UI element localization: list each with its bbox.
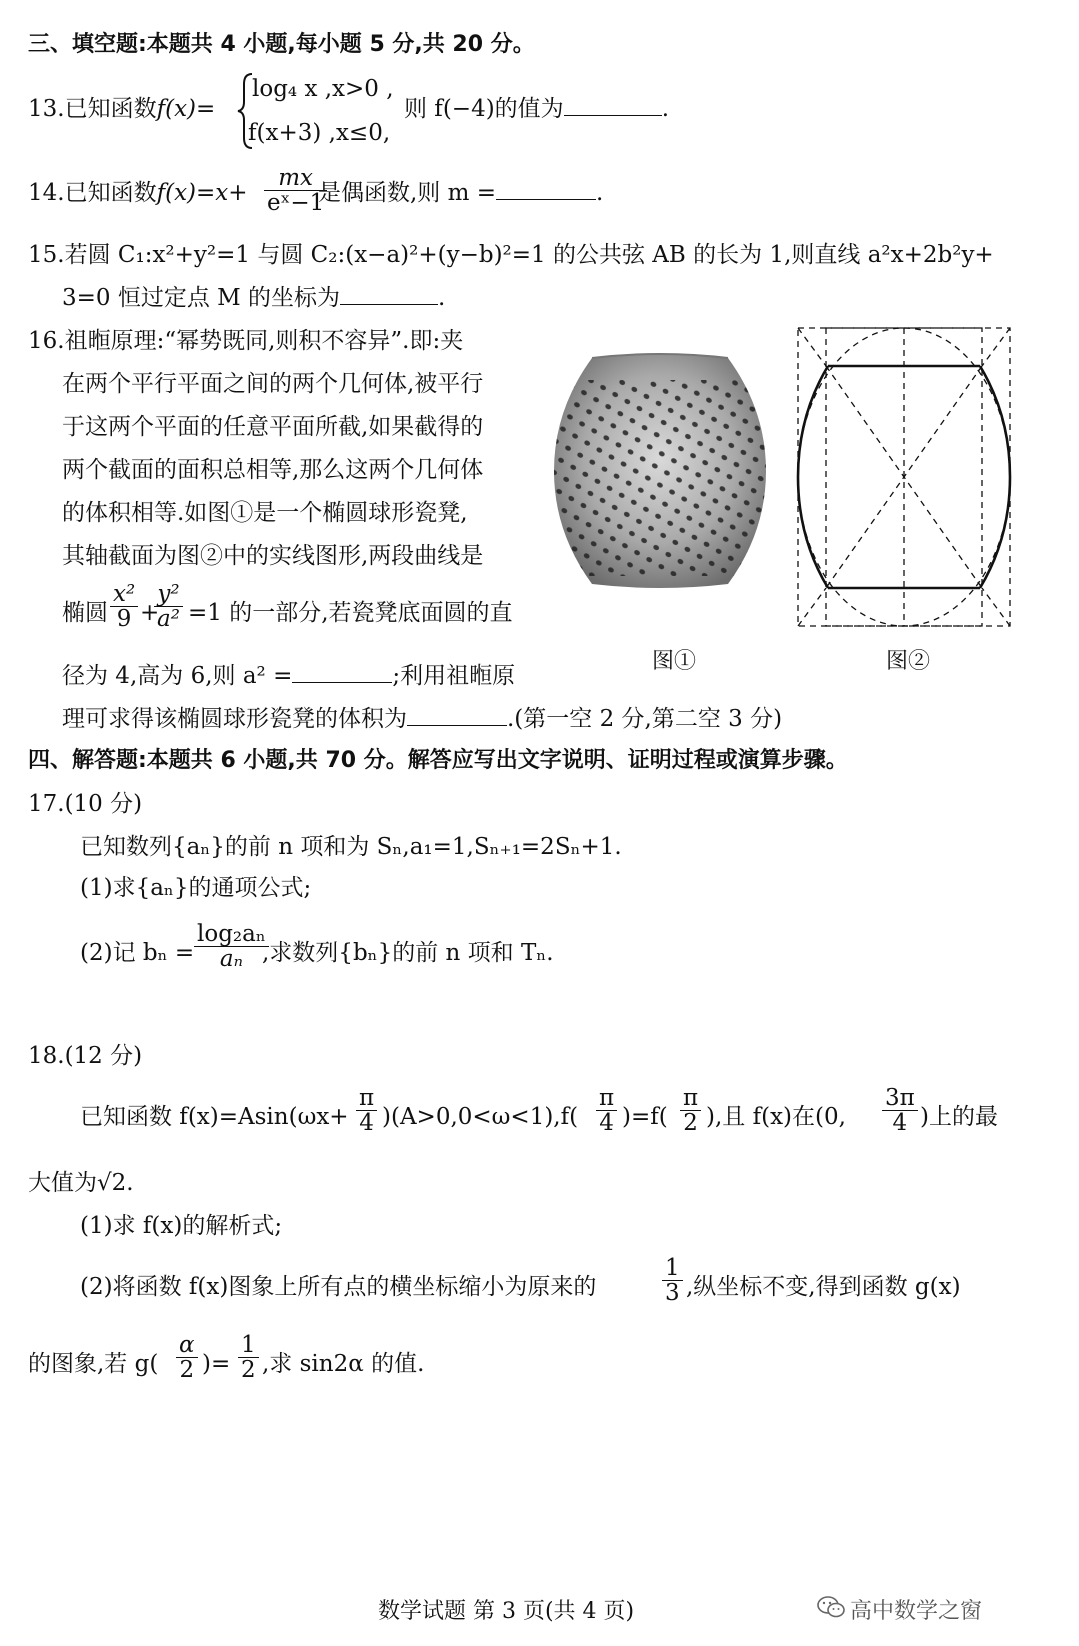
- q18-frac-num: 1: [238, 1333, 259, 1358]
- section-4-title: 四、解答题:本题共 6 小题,共 70 分。解答应写出文字说明、证明过程或演算步骤。: [28, 748, 848, 773]
- q15-end: .: [438, 285, 446, 311]
- q16-line-9b: .(第一空 2 分,第二空 3 分): [507, 706, 783, 732]
- q18-frac-den: 2: [683, 1110, 698, 1136]
- q18-stem-e: )上的最: [920, 1104, 998, 1130]
- q13-fname: f(x)=: [156, 96, 216, 122]
- q18-frac-num: 3π: [882, 1086, 918, 1111]
- q18-frac-den: 4: [892, 1110, 908, 1136]
- q16-line-8a: 径为 4,高为 6,则 a² =: [62, 663, 293, 689]
- q18-frac-1-2: [238, 1333, 259, 1382]
- q18-part2-line2a: 的图象,若 g(: [28, 1351, 159, 1377]
- q18-stem-b: )(A>0,0<ω<1),f(: [382, 1104, 579, 1130]
- q14-end: .: [596, 180, 604, 206]
- q16-frac-y-den: a²: [157, 606, 180, 632]
- q18-frac-num: 1: [662, 1256, 683, 1281]
- q15-line2: 3=0 恒过定点 M 的坐标为: [62, 285, 341, 311]
- q16-line-9a: 理可求得该椭圆球形瓷凳的体积为: [62, 706, 407, 732]
- figure-1-stool-image: [552, 350, 768, 592]
- q18-stem-line2: 大值为√2.: [28, 1170, 134, 1196]
- q15-line1: 15.若圆 C₁:x²+y²=1 与圆 C₂:(x−a)²+(y−b)²=1 的公共弦 AB 的长为 1,则直线 a²x+2b²y+: [28, 242, 994, 268]
- q18-part1: (1)求 f(x)的解析式;: [80, 1213, 283, 1239]
- q16-line-4: 两个截面的面积总相等,那么这两个几何体: [62, 457, 484, 483]
- q17-fraction: [194, 922, 269, 971]
- q16-frac-y: [154, 582, 183, 631]
- q14-num: mx: [264, 166, 327, 191]
- q13-case1: log₄ x ,x>0 ,: [252, 76, 394, 102]
- q18-stem-c: )=f(: [622, 1104, 668, 1130]
- figure-2-caption: 图②: [886, 649, 931, 674]
- figure-1-caption: 图①: [652, 649, 697, 674]
- q18-part2b: ,纵坐标不变,得到函数 g(x): [686, 1274, 961, 1300]
- q18-frac-den: 4: [359, 1110, 374, 1136]
- page-footer: 数学试题 第 3 页(共 4 页): [378, 1599, 635, 1624]
- q18-frac-den: 2: [179, 1357, 195, 1383]
- q16-plus: +: [140, 600, 160, 626]
- q13-case2: f(x+3) ,x≤0,: [248, 120, 391, 146]
- q13-answer-blank[interactable]: [564, 95, 662, 116]
- q14-den: eˣ−1: [267, 190, 325, 216]
- q17-frac-num: log₂aₙ: [194, 922, 269, 947]
- q13-suffix: 则 f(−4)的值为: [404, 96, 564, 122]
- q16-answer-blank-2[interactable]: [407, 705, 507, 726]
- q18-frac-den: 2: [241, 1357, 256, 1383]
- q18-part2-line2b: )=: [202, 1351, 231, 1377]
- q13-end: .: [661, 96, 669, 122]
- q14-lhs: f(x)=x+: [156, 180, 248, 206]
- q16-frac-x-den: 9: [116, 606, 132, 632]
- q18-frac-pi-4-a: [356, 1086, 377, 1135]
- section-3-title: 三、填空题:本题共 4 小题,每小题 5 分,共 20 分。: [28, 32, 535, 57]
- q17-header: 17.(10 分): [28, 791, 143, 817]
- q16-frac-y-num: y²: [154, 582, 183, 607]
- q18-part2a: (2)将函数 f(x)图象上所有点的横坐标缩小为原来的: [80, 1274, 597, 1300]
- q18-frac-alpha-2: [176, 1333, 198, 1382]
- q18-frac-den: 4: [599, 1110, 614, 1136]
- q18-frac-3pi-4: [882, 1086, 918, 1135]
- q16-line-7a: 椭圆: [62, 600, 108, 626]
- q13-prefix: 13.已知函数: [28, 96, 157, 122]
- q18-frac-num: π: [596, 1086, 617, 1111]
- wechat-icon: [816, 1594, 846, 1620]
- q17-part2b: ,求数列{bₙ}的前 n 项和 Tₙ.: [262, 940, 554, 966]
- figure-2-axial-section: [796, 326, 1012, 628]
- q14-prefix: 14.已知函数: [28, 180, 157, 206]
- q16-line-7b: =1 的一部分,若瓷凳底面圆的直: [188, 600, 513, 626]
- q18-frac-num: π: [680, 1086, 701, 1111]
- q16-line-3: 于这两个平面的任意平面所截,如果截得的: [62, 414, 484, 440]
- q16-frac-x-num: x²: [110, 582, 138, 607]
- q18-frac-num: π: [356, 1086, 377, 1111]
- q18-frac-pi-4-b: [596, 1086, 617, 1135]
- q16-line-2: 在两个平行平面之间的两个几何体,被平行: [62, 371, 484, 397]
- q18-frac-1-3: [662, 1256, 683, 1305]
- q18-header: 18.(12 分): [28, 1043, 143, 1069]
- q16-frac-x: [110, 582, 138, 631]
- q18-frac-pi-2: [680, 1086, 701, 1135]
- q16-line-8b: ;利用祖暅原: [392, 663, 516, 689]
- q18-frac-den: 3: [665, 1280, 680, 1306]
- q18-part2-line2c: ,求 sin2α 的值.: [262, 1351, 425, 1377]
- q16-answer-blank-1[interactable]: [292, 662, 392, 683]
- q16-line-6: 其轴截面为图②中的实线图形,两段曲线是: [62, 543, 484, 569]
- q18-stem-a: 已知函数 f(x)=Asin(ωx+: [80, 1104, 349, 1130]
- q17-part2a: (2)记 bₙ =: [80, 940, 195, 966]
- q17-stem: 已知数列{aₙ}的前 n 项和为 Sₙ,a₁=1,Sₙ₊₁=2Sₙ+1.: [80, 834, 622, 860]
- q18-stem-d: ),且 f(x)在(0,: [706, 1104, 846, 1130]
- q17-frac-den: aₙ: [219, 946, 243, 972]
- q15-answer-blank[interactable]: [340, 284, 438, 305]
- q16-line-5: 的体积相等.如图①是一个椭圆球形瓷凳,: [62, 500, 468, 526]
- q16-line-1: 16.祖暅原理:“幂势既同,则积不容异”.即:夹: [28, 328, 464, 354]
- watermark-text: 高中数学之窗: [850, 1599, 983, 1624]
- q14-answer-blank[interactable]: [496, 179, 596, 200]
- q14-suffix: 是偶函数,则 m =: [318, 180, 497, 206]
- q18-frac-num: α: [176, 1333, 198, 1358]
- q17-part1: (1)求{aₙ}的通项公式;: [80, 875, 312, 901]
